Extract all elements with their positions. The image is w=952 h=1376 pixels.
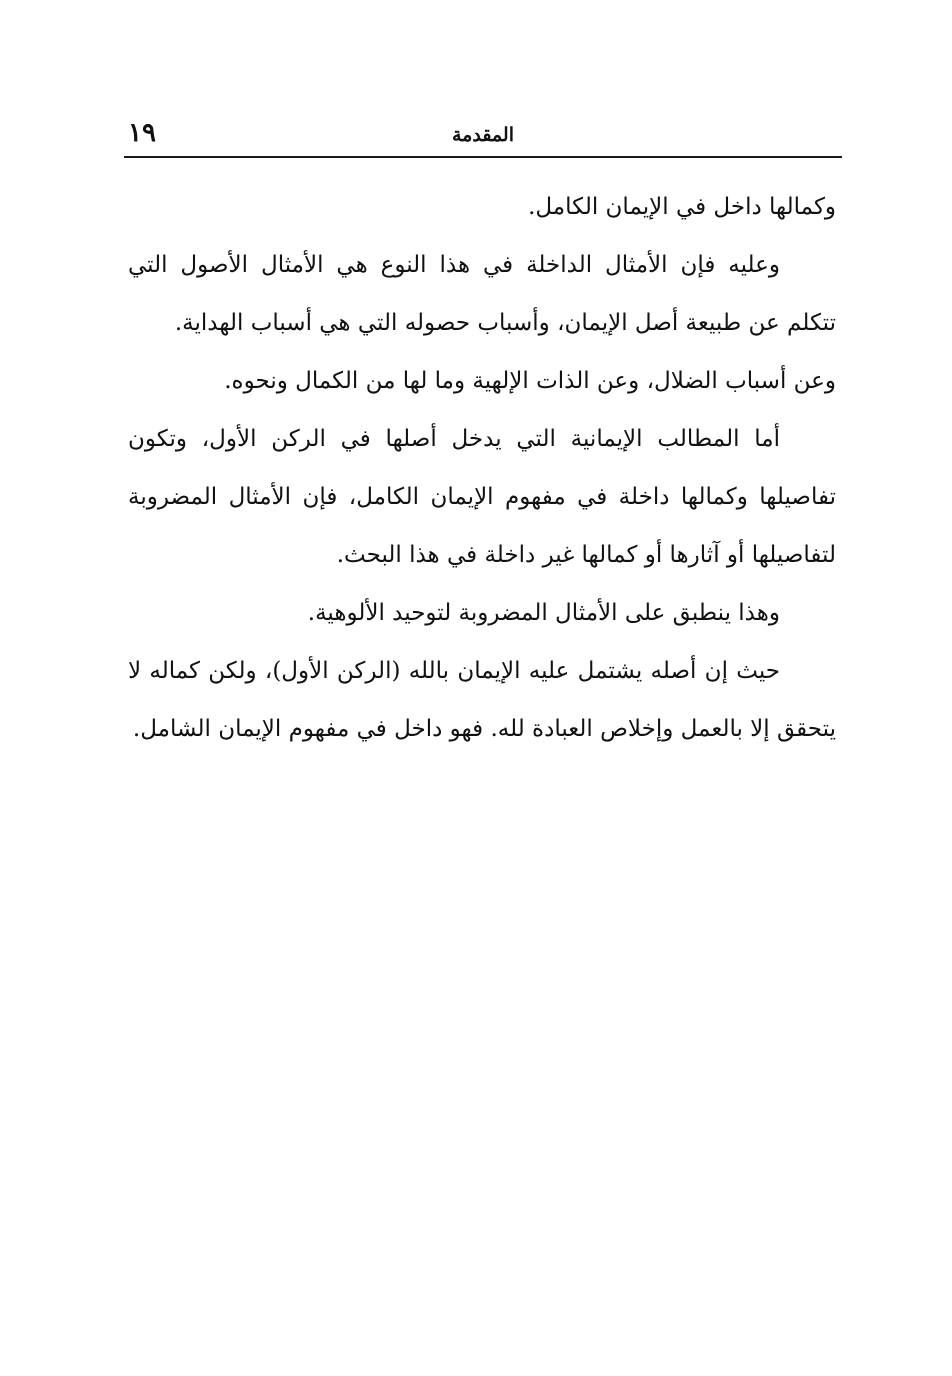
page-number: ١٩: [128, 118, 156, 148]
paragraph: حيث إن أصله يشتمل عليه الإيمان بالله (الركن الأول)، ولكن كماله لا يتحقق إلا بالعمل وإخلاص العبادة لله. فهو داخل في مفهوم الإيمان الشامل.: [128, 658, 836, 742]
paragraph: وعن أسباب الضلال، وعن الذات الإلهية وما لها من الكمال ونحوه.: [224, 368, 836, 394]
paragraph: وكمالها داخل في الإيمان الكامل.: [528, 194, 836, 220]
running-header: [124, 118, 842, 158]
paragraph: وعليه فإن الأمثال الداخلة في هذا النوع هي الأمثال الأصول التي تتكلم عن طبيعة أصل الإيمان، وأسباب حصوله التي هي أسباب الهداية.: [128, 252, 836, 336]
section-title: المقدمة: [451, 124, 514, 146]
paragraph: أما المطالب الإيمانية التي يدخل أصلها في الركن الأول، وتكون تفاصيلها وكمالها داخلة في مفهوم الإيمان الكامل، فإن الأمثال المضروبة لتفاصيلها أو آثارها أو كمالها غير داخلة في هذا البحث.: [128, 426, 836, 568]
body-text: [128, 178, 836, 758]
paragraph: وهذا ينطبق على الأمثال المضروبة لتوحيد الألوهية.: [307, 600, 780, 626]
